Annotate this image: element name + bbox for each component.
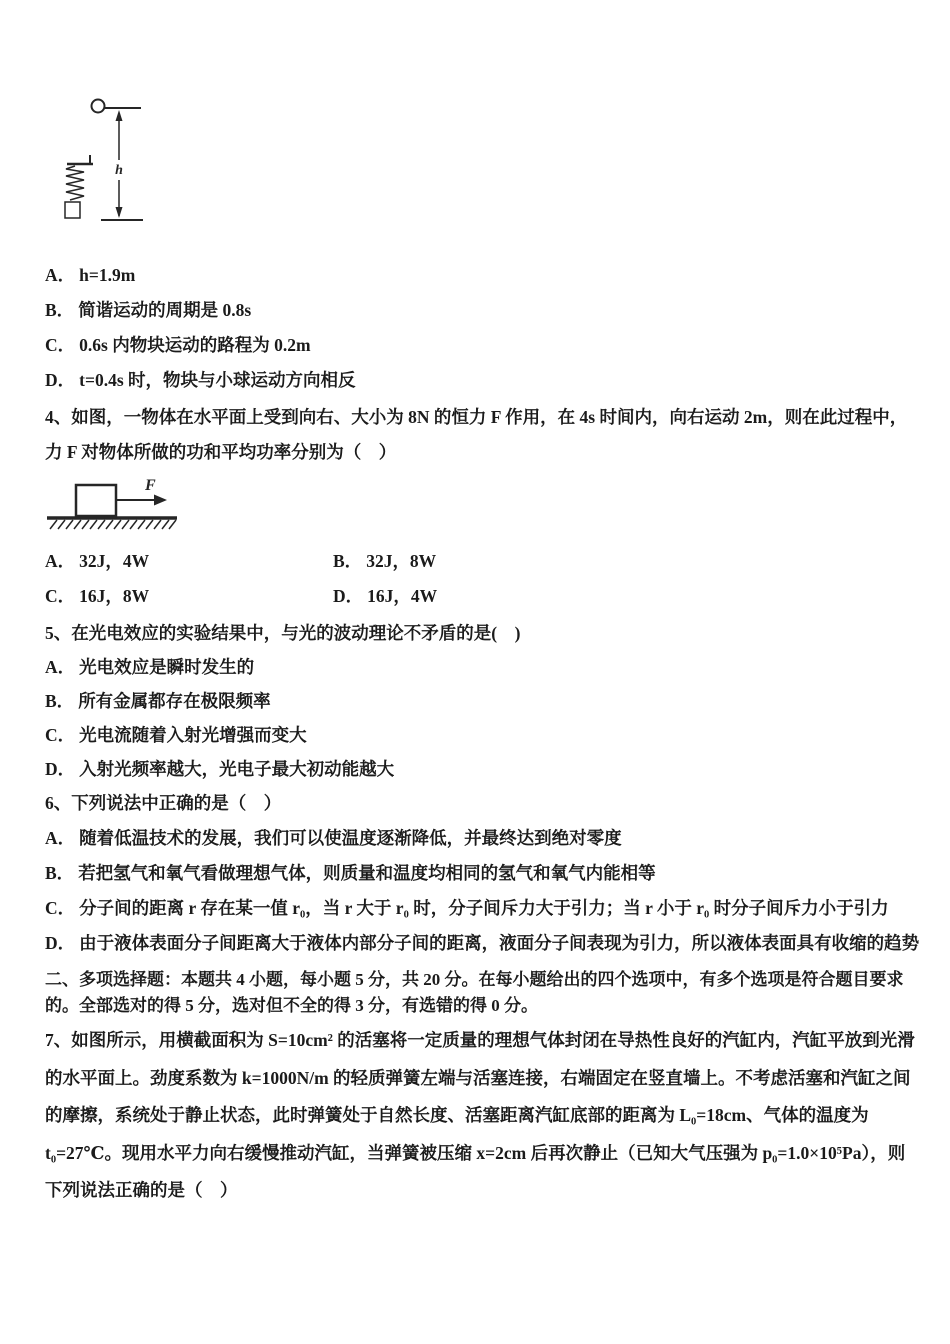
option-text: 16J，4W [367, 586, 438, 606]
q6-option-a [45, 821, 920, 856]
option-letter: C． [45, 335, 76, 355]
option-letter: D． [333, 586, 364, 606]
q6-option-b [45, 856, 920, 891]
option-text: 随着低温技术的发展，我们可以使温度逐渐降低，并最终达到绝对零度 [79, 828, 622, 848]
option-letter: B． [333, 551, 363, 571]
option-letter: B． [45, 863, 75, 883]
q5-stem: 5、在光电效应的实验结果中，与光的波动理论不矛盾的是( ) [45, 623, 521, 643]
ball-icon [92, 100, 105, 113]
spring-ball-figure [56, 98, 920, 228]
q3-option-b [45, 293, 920, 328]
option-letter: A． [45, 265, 76, 285]
block-icon [76, 485, 116, 516]
section2-header: 二、多项选择题：本题共 4 小题，每小题 5 分，共 20 分。在每小题给出的四个选项中，有多个选项是符合题目要求的。全部选对的得 5 分，选对但不全的得 3 分，有选错的得 0 分。 [45, 970, 904, 1015]
option-text: 入射光频率越大，光电子最大初动能越大 [79, 759, 395, 779]
option-letter: C． [45, 898, 76, 918]
q6-option-d [45, 926, 920, 961]
q4-option-b [333, 544, 920, 579]
option-letter: A． [45, 551, 76, 571]
option-text: h=1.9m [79, 265, 136, 285]
option-letter: C． [45, 586, 76, 606]
q4-option-c [45, 579, 333, 614]
option-text: 光电流随着入射光增强而变大 [79, 725, 307, 745]
option-letter: D． [45, 759, 76, 779]
option-text: 简谐运动的周期是 0.8s [78, 300, 252, 320]
option-text: 由于液体表面分子间距离大于液体内部分子间的距离，液面分子间表现为引力，所以液体表面具有收缩的趋势 [79, 933, 920, 953]
q3-option-d [45, 363, 920, 398]
option-letter: A． [45, 657, 76, 677]
height-label: h [115, 163, 123, 178]
option-text: 光电效应是瞬时发生的 [79, 657, 255, 677]
block-force-figure [45, 476, 920, 534]
block-force-figure-svg [45, 476, 185, 534]
option-letter: C． [45, 725, 76, 745]
option-letter: A． [45, 828, 76, 848]
option-text: 32J，4W [79, 551, 150, 571]
q5-option-a [45, 650, 920, 684]
spring-ball-figure-svg [56, 98, 166, 228]
option-text: t=0.4s 时，物块与小球运动方向相反 [79, 370, 356, 390]
option-text: 若把氢气和氧气看做理想气体，则质量和温度均相同的氢气和氧气内能相等 [78, 863, 656, 883]
q5-block [45, 616, 920, 786]
q4-options [45, 544, 920, 614]
height-dimension-icon [101, 108, 143, 220]
q3-options [45, 258, 920, 398]
spring-launcher-icon [65, 155, 93, 218]
option-text: 16J，8W [79, 586, 150, 606]
q4-stem: 4、如图，一物体在水平面上受到向右、大小为 8N 的恒力 F 作用，在 4s 时间内，向右运动 2m，则在此过程中，力 F 对物体所做的功和平均功率分别为（ ） [45, 407, 908, 462]
q6-option-c [45, 891, 920, 926]
q7-stem: 7、如图所示，用横截面积为 S=10cm² 的活塞将一定质量的理想气体封闭在导热性良好的汽缸内，汽缸平放到光滑的水平面上。劲度系数为 k=1000N/m 的轻质弹簧左端与活塞连接，右端固定在竖直墙上。不考虑活塞和汽缸之间的摩擦，系统处于静止状态，此时弹簧处于自然长度、活塞距离汽缸底部的距离为 L₀=18cm、气体的温度为 t₀=27℃。现用水平力向右缓慢推动汽缸，当弹簧被压缩 x=2cm 后再次静止（已知大气压强为 p₀=1.0×10⁵Pa），则下列说法正确的是（ ） [45, 1030, 915, 1200]
option-text: 32J，8W [366, 551, 437, 571]
option-text: 0.6s 内物块运动的路程为 0.2m [79, 335, 311, 355]
option-letter: B． [45, 691, 75, 711]
option-text: 所有金属都存在极限频率 [78, 691, 271, 711]
q3-option-c [45, 328, 920, 363]
q4-option-d [333, 579, 920, 614]
force-label: F [145, 477, 156, 494]
option-letter: D． [45, 370, 76, 390]
q3-option-a [45, 258, 920, 293]
q6-block [45, 786, 920, 961]
q5-option-b [45, 684, 920, 718]
q4-option-a [45, 544, 333, 579]
option-letter: B． [45, 300, 75, 320]
option-text: 分子间的距离 r 存在某一值 r₀，当 r 大于 r₀ 时，分子间斥力大于引力；当 r 小于 r₀ 时分子间斥力小于引力 [79, 898, 889, 918]
q5-option-c [45, 718, 920, 752]
force-arrow-icon [116, 495, 167, 506]
ground-hatching-icon [47, 518, 177, 529]
q5-option-d [45, 752, 920, 786]
option-letter: D． [45, 933, 76, 953]
q6-stem: 6、下列说法中正确的是（ ） [45, 793, 282, 813]
